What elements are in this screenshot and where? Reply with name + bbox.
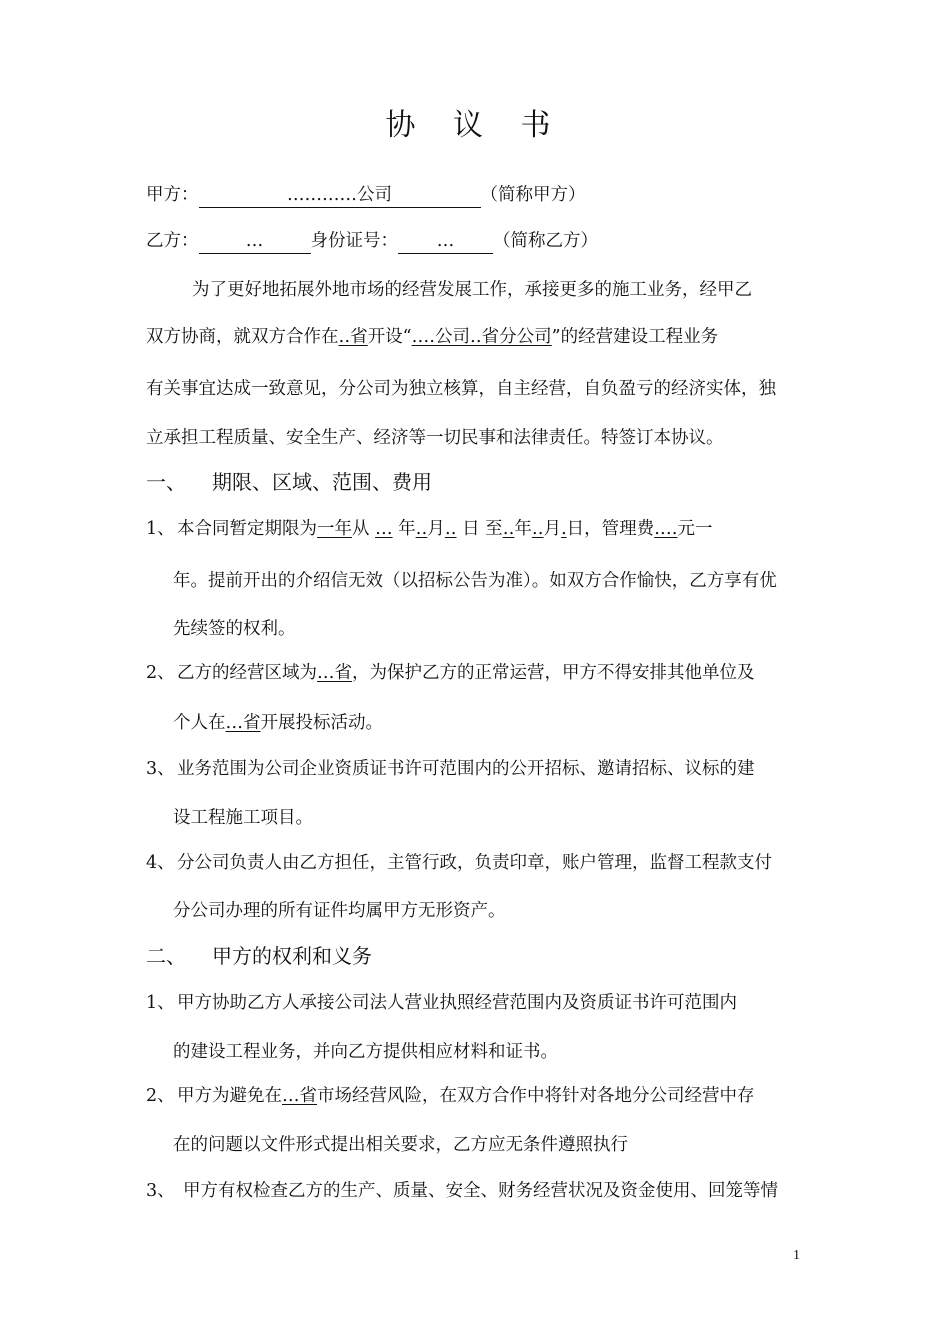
section-1-number: 一、 bbox=[146, 470, 186, 494]
section-1-item-4-line-2: 分公司办理的所有证件均属甲方无形资产。 bbox=[173, 901, 506, 921]
section-1-title: 期限、区域、范围、费用 bbox=[212, 470, 432, 494]
item-number: 1、 bbox=[146, 993, 175, 1013]
province-blank: ‥省 bbox=[338, 327, 368, 347]
section-1-item-1-line-1 bbox=[177, 521, 713, 539]
section-2-number: 二、 bbox=[146, 944, 186, 968]
intro-line-3: 有关事宜达成一致意见，分公司为独立核算，自主经营，自负盈亏的经济实体，独 bbox=[146, 379, 776, 399]
party-b-field[interactable] bbox=[199, 233, 311, 254]
end-year-blank: ‥ bbox=[502, 519, 515, 539]
party-a-line bbox=[146, 187, 586, 208]
section-2-item-1-line-2: 的建设工程业务，并向乙方提供相应材料和证书。 bbox=[173, 1042, 558, 1062]
clause-text: 开展投标活动。 bbox=[260, 713, 383, 733]
clause-text: 日，管理费 bbox=[566, 519, 655, 539]
intro-text: ”的经营建设工程业务 bbox=[551, 327, 719, 347]
section-1-item-1-line-2: 年。提前开出的介绍信无效（以招标公告为准）。如双方合作愉快，乙方享有优 bbox=[173, 571, 777, 591]
section-1-item-1-line-3: 先续签的权利。 bbox=[173, 619, 296, 639]
party-b-line bbox=[146, 233, 598, 254]
item-number: 4、 bbox=[146, 853, 175, 873]
branch-name-blank: ‥‥公司‥省分公司 bbox=[411, 327, 552, 347]
party-b-suffix: （简称乙方） bbox=[493, 231, 598, 251]
party-b-label: 乙方： bbox=[146, 231, 199, 251]
section-2-item-2-line-2: 在的问题以文件形式提出相关要求，乙方应无条件遵照执行 bbox=[173, 1135, 628, 1155]
term-blank: 一年 bbox=[317, 519, 352, 539]
section-2-item-1-line-1: 甲方协助乙方人承接公司法人营业执照经营范围内及资质证书许可范围内 bbox=[177, 993, 737, 1013]
section-1-item-2-line-1 bbox=[177, 665, 755, 683]
clause-text: 元一 bbox=[677, 519, 713, 539]
item-number: 1、 bbox=[146, 519, 175, 539]
party-a-value: …………公司 bbox=[287, 185, 392, 205]
section-1-item-2-line-2 bbox=[173, 715, 383, 733]
intro-line-2 bbox=[146, 329, 718, 347]
clause-text: 月 bbox=[427, 519, 445, 539]
clause-text: 本合同暂定期限为 bbox=[177, 519, 317, 539]
clause-text: 日 至 bbox=[462, 519, 503, 539]
clause-text: 市场经营风险，在双方合作中将针对各地分公司经营中存 bbox=[317, 1086, 755, 1106]
start-day-blank: ‥ bbox=[444, 519, 457, 539]
clause-text: 年 bbox=[398, 519, 416, 539]
region-blank: …省 bbox=[282, 1086, 317, 1106]
clause-text: 从 bbox=[352, 519, 370, 539]
item-number: 2、 bbox=[146, 1086, 175, 1106]
clause-text: 年 bbox=[514, 519, 532, 539]
region-blank: …省 bbox=[317, 663, 352, 683]
document-title: 协 议 书 bbox=[385, 108, 565, 143]
clause-text: 月 bbox=[543, 519, 562, 539]
item-number: 3、 bbox=[146, 1181, 175, 1201]
clause-text: 乙方的经营区域为 bbox=[177, 663, 317, 683]
intro-text: 开设“ bbox=[367, 327, 412, 347]
clause-text: 个人在 bbox=[173, 713, 226, 733]
end-month-blank: ‥ bbox=[531, 519, 544, 539]
party-a-field[interactable] bbox=[199, 187, 481, 208]
section-2-title: 甲方的权利和义务 bbox=[212, 944, 372, 968]
section-1-item-3-line-1: 业务范围为公司企业资质证书许可范围内的公开招标、邀请招标、议标的建 bbox=[177, 759, 755, 779]
page-number: 1 bbox=[793, 1248, 800, 1263]
end-day-blank: . bbox=[561, 519, 567, 539]
party-b-value: … bbox=[245, 231, 264, 251]
start-month-blank: ‥ bbox=[415, 519, 428, 539]
clause-text: ，为保护乙方的正常运营，甲方不得安排其他单位及 bbox=[352, 663, 755, 683]
party-b-id-field[interactable] bbox=[398, 233, 493, 254]
intro-text: 双方协商，就双方合作在 bbox=[146, 327, 339, 347]
section-2-item-3-line-1: 甲方有权检查乙方的生产、质量、安全、财务经营状况及资金使用、回笼等情 bbox=[183, 1181, 778, 1201]
party-b-id-label: 身份证号： bbox=[310, 231, 398, 251]
section-1-item-4-line-1: 分公司负责人由乙方担任，主管行政，负责印章，账户管理，监督工程款支付 bbox=[177, 853, 772, 873]
clause-text: 甲方为避免在 bbox=[177, 1086, 282, 1106]
party-a-suffix: （简称甲方） bbox=[480, 185, 586, 205]
section-1-item-3-line-2: 设工程施工项目。 bbox=[173, 808, 313, 828]
section-2-item-2-line-1 bbox=[177, 1088, 755, 1106]
intro-line-1: 为了更好地拓展外地市场的经营发展工作，承接更多的施工业务，经甲乙 bbox=[192, 280, 752, 300]
party-a-label: 甲方： bbox=[146, 185, 199, 205]
party-b-id-value: … bbox=[436, 231, 455, 251]
item-number: 3、 bbox=[146, 759, 175, 779]
intro-line-4: 立承担工程质量、安全生产、经济等一切民事和法律责任。特签订本协议。 bbox=[146, 428, 724, 448]
start-year-blank: … bbox=[375, 519, 393, 539]
item-number: 2、 bbox=[146, 663, 175, 683]
management-fee-blank: ‥‥ bbox=[654, 519, 678, 539]
region-blank: …省 bbox=[225, 713, 261, 733]
